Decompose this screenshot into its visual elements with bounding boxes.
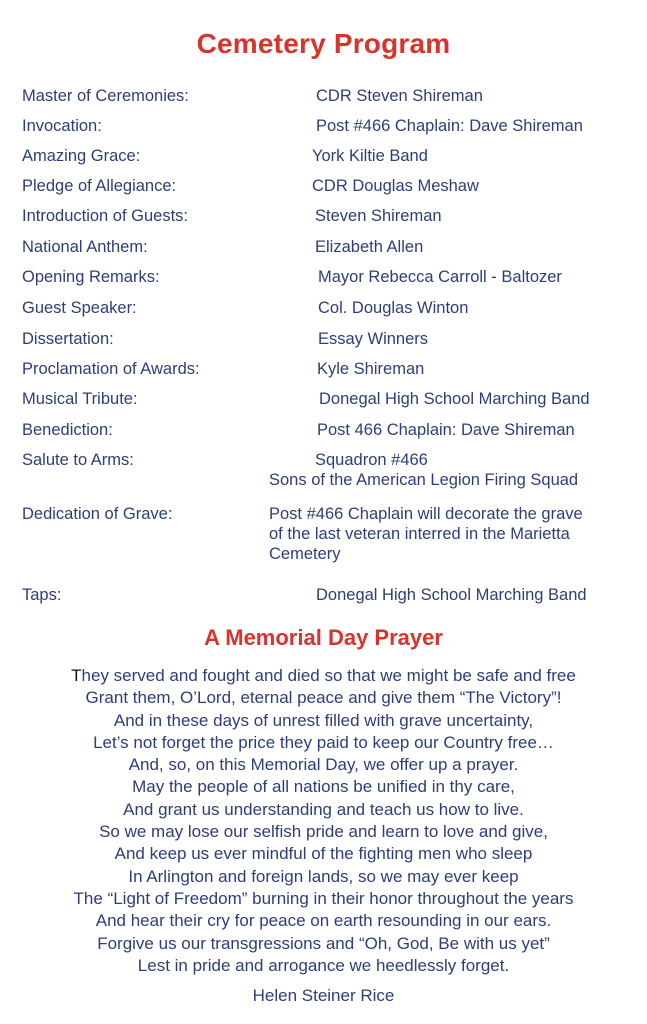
- program-value: CDR Steven Shireman: [316, 87, 483, 105]
- program-label: Pledge of Allegiance:: [22, 177, 177, 195]
- program-label: Opening Remarks:: [22, 268, 160, 286]
- prayer-line: In Arlington and foreign lands, so we may ever keep: [128, 866, 519, 886]
- prayer-line: Grant them, O’Lord, eternal peace and give them “The Victory”!: [85, 688, 562, 708]
- program-value: Col. Douglas Winton: [318, 299, 469, 317]
- program-value: of the last veteran interred in the Marietta: [269, 525, 570, 543]
- prayer-line: And in these days of unrest filled with grave uncertainty,: [113, 710, 534, 730]
- prayer-line: The “Light of Freedom” burning in their honor throughout the years: [73, 888, 574, 908]
- program-value: Donegal High School Marching Band: [316, 586, 587, 604]
- program-label: Taps:: [22, 586, 62, 604]
- program-label: Salute to Arms:: [22, 451, 134, 469]
- program-label: Musical Tribute:: [22, 390, 138, 408]
- program-value: Post #466 Chaplain will decorate the grave: [269, 505, 583, 523]
- prayer-line: So we may lose our selfish pride and learn to love and give,: [99, 822, 548, 842]
- program-label: Dissertation:: [22, 330, 114, 348]
- prayer-author: Helen Steiner Rice: [252, 986, 395, 1005]
- program-value: Post #466 Chaplain: Dave Shireman: [316, 117, 583, 135]
- program-label: Amazing Grace:: [22, 147, 141, 165]
- program-value: York Kiltie Band: [312, 147, 428, 165]
- prayer-line: May the people of all nations be unified in thy care,: [132, 777, 515, 797]
- prayer-line: Forgive us our transgressions and “Oh, God, Be with us yet”: [97, 933, 550, 953]
- prayer-line: And keep us ever mindful of the fighting men who sleep: [114, 844, 533, 864]
- program-label: Dedication of Grave:: [22, 505, 173, 523]
- program-title: Cemetery Program: [196, 28, 451, 59]
- program-label: Master of Ceremonies:: [22, 87, 189, 105]
- program-value: Post 466 Chaplain: Dave Shireman: [317, 421, 575, 439]
- program-value: Mayor Rebecca Carroll - Baltozer: [318, 268, 562, 286]
- program-value: Cemetery: [269, 545, 341, 563]
- program-value: Squadron #466: [315, 451, 428, 469]
- prayer-line: Lest in pride and arrogance we heedlessly forget.: [137, 955, 510, 975]
- prayer-line-text: hey served and fought and died so that we might be safe and free: [81, 666, 576, 685]
- program-label: Invocation:: [22, 117, 102, 135]
- prayer-text: [0, 665, 647, 977]
- prayer-title: A Memorial Day Prayer: [204, 625, 443, 650]
- program-value: Steven Shireman: [315, 207, 442, 225]
- program-label: Proclamation of Awards:: [22, 360, 200, 378]
- program-value: Elizabeth Allen: [315, 238, 424, 256]
- program-value: Essay Winners: [318, 330, 429, 348]
- program-value: CDR Douglas Meshaw: [312, 177, 479, 195]
- prayer-line: And grant us understanding and teach us how to live.: [123, 799, 524, 819]
- program-label: Benediction:: [22, 421, 113, 439]
- prayer-line: Let’s not forget the price they paid to keep our Country free…: [93, 732, 554, 752]
- program-label: Introduction of Guests:: [22, 207, 189, 225]
- prayer-line: And hear their cry for peace on earth resounding in our ears.: [95, 911, 552, 931]
- program-label: Guest Speaker:: [22, 299, 137, 317]
- program-value: Kyle Shireman: [317, 360, 425, 378]
- prayer-initial-letter: T: [71, 666, 82, 685]
- program-value: Donegal High School Marching Band: [319, 390, 590, 408]
- program-label: National Anthem:: [22, 238, 148, 256]
- program-value: Sons of the American Legion Firing Squad: [269, 471, 579, 489]
- prayer-line: [0, 665, 647, 687]
- prayer-line: And, so, on this Memorial Day, we offer up a prayer.: [128, 755, 519, 775]
